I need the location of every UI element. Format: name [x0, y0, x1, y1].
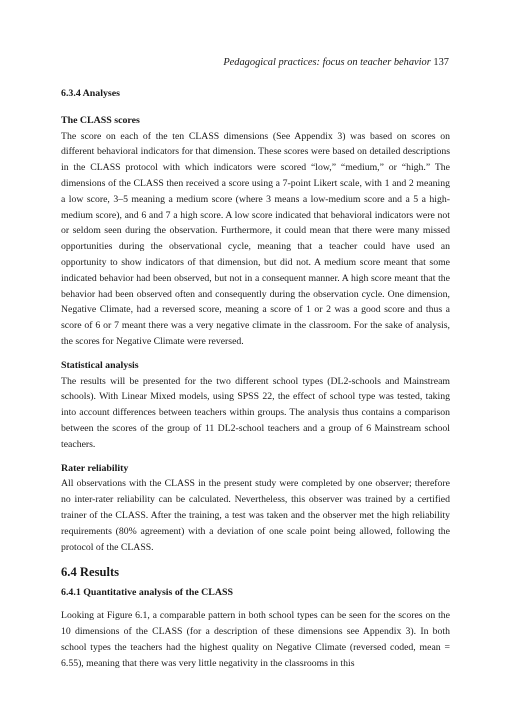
section-heading-results: 6.4 Results [61, 565, 120, 580]
subheading-quantitative-analysis: 6.4.1 Quantitative analysis of the CLASS [61, 587, 234, 599]
paragraph-class-scores: The score on each of the ten CLASS dimensions (See Appendix 3) was based on scores on different behavioral indicators for that dimension. These scores were based on detailed descriptions in the CLASS protocol with which indicators were scored “low,” “medium,” or “high.” The dimensions of the CLASS then received a score using a 7-point Likert scale, with 1 and 2 meaning a low score, 3–5 meaning a medium score (where 3 means a low-medium score and a 5 a high-medium score), and 6 and 7 a high score. A low score indicated that behavioral indicators were not or seldom seen during the observation. Furthermore, it could mean that there were many missed opportunities during the observational cycle, meaning that a teacher could have used an opportunity to show indicators of that dimension, but did not. A medium score meant that some indicated behavior had been observed, but not in a consequent manner. A high score meant that the behavior had been observed often and consequently during the observation cycle. One dimension, Negative Climate, had a reversed score, meaning a score of 1 or 2 was a good score and thus a score of 6 or 7 meant there was a very negative climate in the classroom. For the sake of analysis, the scores for Negative Climate were reversed. [61, 130, 450, 347]
subheading-class-scores: The CLASS scores [61, 114, 140, 126]
paragraph-quantitative-analysis: Looking at Figure 6.1, a comparable pattern in both school types can be seen for the scores on the 10 dimensions of the CLASS (for a description of these dimensions see Appendix 3). In both school types the teachers had the highest quality on Negative Climate (reversed coded, mean = 6.55), meaning that there was very little negativity in the classrooms in this [61, 610, 450, 669]
paragraph-statistical-analysis: The results will be presented for the two different school types (DL2-schools and Mainstream schools). With Linear Mixed models, using SPSS 22, the effect of school type was tested, taking into account differences between teachers within groups. The analysis thus contains a comparison between the scores of the group of 11 DL2-school teachers and a group of 6 Mainstream school teachers. [61, 375, 450, 450]
paragraph-rater-reliability: All observations with the CLASS in the present study were completed by one observer; therefore no inter-rater reliability can be calculated. Nevertheless, this observer was trained by a certified trainer of the CLASS. After the training, a test was taken and the observer met the high reliability requirements (80% agreement) with a deviation of one scale point being allowed, following the protocol of the CLASS. [61, 478, 450, 553]
page-number: 137 [433, 57, 449, 68]
section-heading-analyses: 6.3.4 Analyses [61, 88, 120, 99]
running-header [223, 57, 449, 68]
subheading-rater-reliability: Rater reliability [61, 462, 129, 474]
subheading-statistical-analysis: Statistical analysis [61, 359, 139, 371]
main-content [61, 86, 450, 671]
running-title: Pedagogical practices: focus on teacher behavior [223, 57, 431, 68]
